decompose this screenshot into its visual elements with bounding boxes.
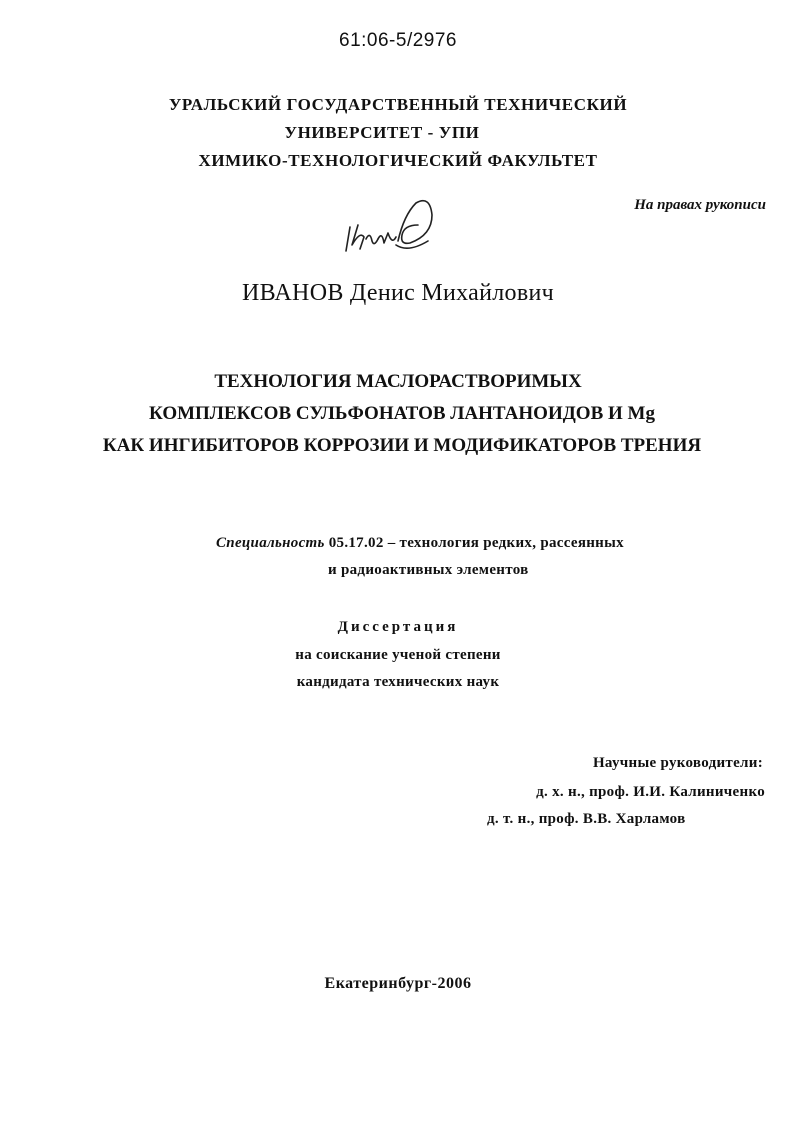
title-line-1: ТЕХНОЛОГИЯ МАСЛОРАСТВОРИМЫХ (214, 371, 582, 392)
supervisors-heading: Научные руководители: (592, 755, 763, 771)
specialty-label: Специальность (216, 535, 325, 551)
author-name: ИВАНОВ Денис Михайлович (242, 280, 554, 306)
institution-line-1: УРАЛЬСКИЙ ГОСУДАРСТВЕННЫЙ ТЕХНИЧЕСКИЙ (168, 95, 628, 114)
specialty-line-1 (216, 535, 624, 552)
specialty-description: – технология редких, рассеянных (387, 535, 624, 551)
author-signature (338, 195, 438, 257)
rights-note: На правах рукописи (634, 197, 766, 213)
supervisor-1: д. х. н., проф. И.И. Калиниченко (536, 784, 765, 800)
supervisor-2: д. т. н., проф. В.В. Харламов (487, 811, 686, 827)
city-year: Екатеринбург-2006 (324, 975, 472, 992)
institution-line-2: УНИВЕРСИТЕТ - УПИ (284, 123, 480, 142)
dissertation-line-2: кандидата технических наук (296, 674, 500, 690)
dissertation-title: Диссертация (337, 619, 459, 635)
catalog-number: 61:06-5/2976 (339, 30, 457, 51)
institution-line-3: ХИМИКО-ТЕХНОЛОГИЧЕСКИЙ ФАКУЛЬТЕТ (198, 151, 598, 170)
specialty-code: 05.17.02 (328, 535, 384, 551)
specialty-line-2: и радиоактивных элементов (328, 562, 529, 578)
title-line-3: КАК ИНГИБИТОРОВ КОРРОЗИИ И МОДИФИКАТОРОВ ТРЕНИЯ (102, 435, 702, 456)
signature-mark (338, 195, 438, 257)
title-line-2: КОМПЛЕКСОВ СУЛЬФОНАТОВ ЛАНТАНОИДОВ И Mg (149, 403, 655, 424)
dissertation-line-1: на соискание ученой степени (295, 647, 501, 663)
